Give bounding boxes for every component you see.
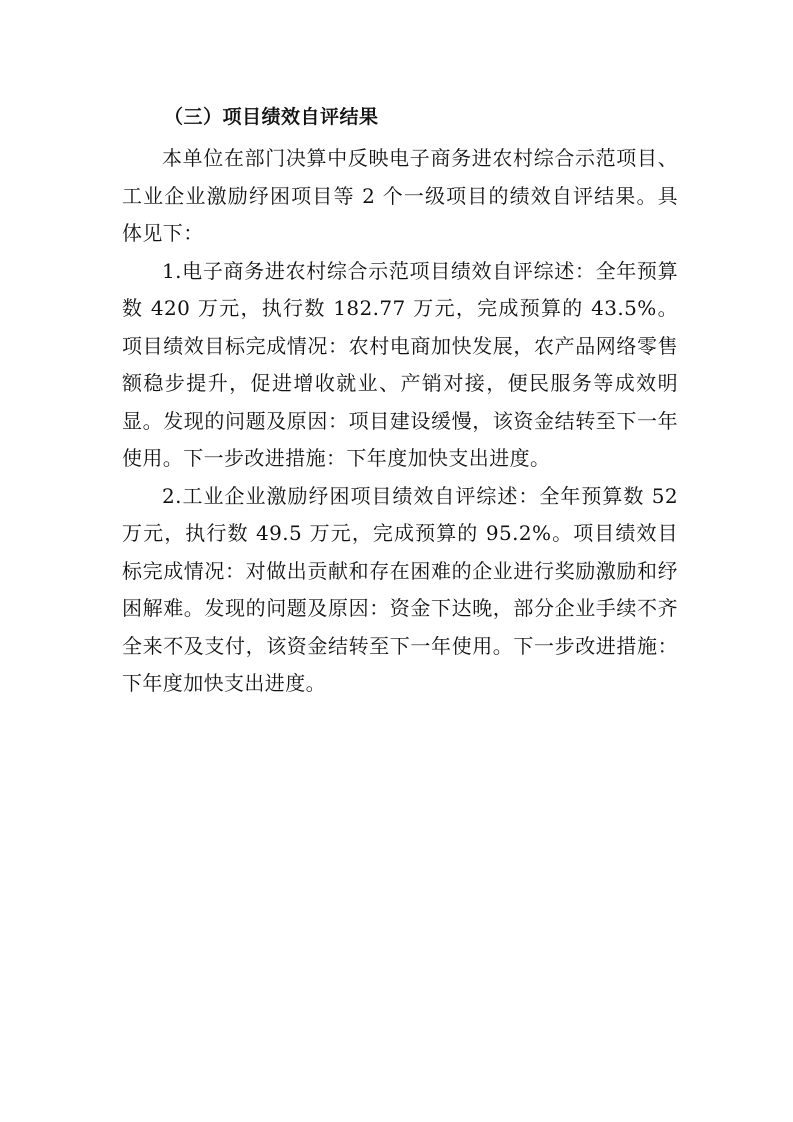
project-1-paragraph: 1.电子商务进农村综合示范项目绩效自评综述：全年预算数 420 万元，执行数 182.77 万元，完成预算的 43.5%。项目绩效目标完成情况：农村电商加快发展，农产品网络零售额稳步提升，促进增收就业、产销对接，便民服务等成效明显。发现的问题及原因：项目建设缓慢，该资金结转至下一年使用。下一步改进措施：下年度加快支出进度。 <box>122 258 678 470</box>
intro-paragraph: 本单位在部门决算中反映电子商务进农村综合示范项目、工业企业激励纾困项目等 2 个一级项目的绩效自评结果。具体见下： <box>122 146 678 245</box>
document-body <box>122 98 678 703</box>
project-2-paragraph: 2.工业企业激励纾困项目绩效自评综述：全年预算数 52 万元，执行数 49.5 万元，完成预算的 95.2%。项目绩效目标完成情况：对做出贡献和存在困难的企业进行奖励激励和纾困解难。发现的问题及原因：资金下达晚，部分企业手续不齐全来不及支付，该资金结转至下一年使用。下一步改进措施：下年度加快支出进度。 <box>122 483 678 695</box>
section-heading: （三）项目绩效自评结果 <box>164 106 379 128</box>
